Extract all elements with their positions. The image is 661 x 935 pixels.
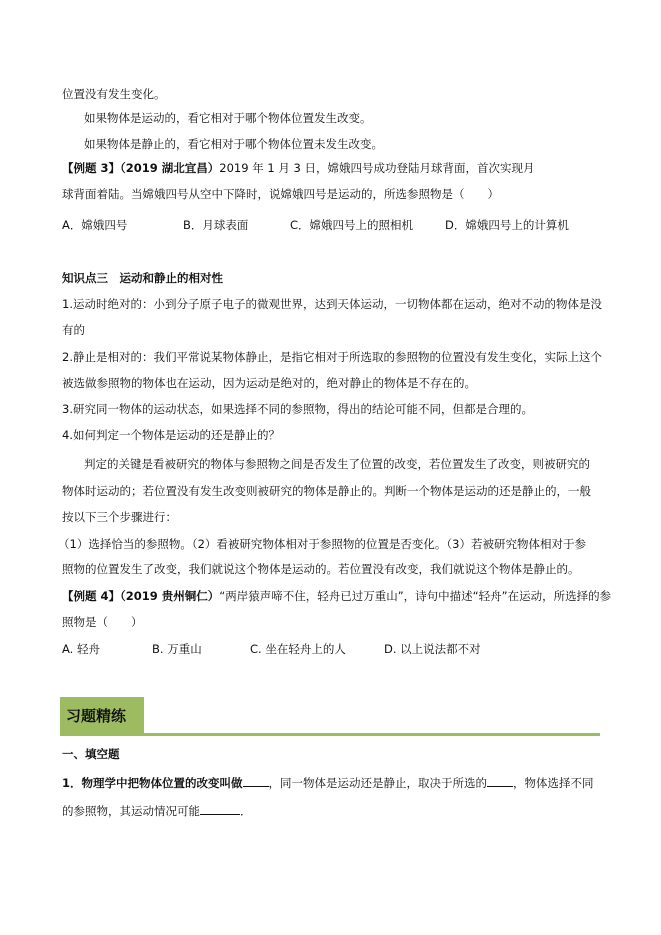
example-3-text-line2: 球背面着陆。当嫦娥四号从空中下降时，说嫦娥四号是运动的，所选参照物是（ ） [62, 187, 499, 201]
text-line: 如果物体是静止的，看它相对于哪个物体位置未发生改变。 [84, 137, 383, 151]
example-4-option-c: C. 坐在轻舟上的人 [250, 642, 346, 656]
question-1-line2 [62, 803, 252, 819]
example-3-option-a: A．嫦娥四号 [62, 218, 128, 232]
example-3-tag: 【例题 3】（2019 湖北宜昌） [62, 161, 220, 175]
question-1-line1 [62, 775, 594, 791]
paragraph-line: 3.研究同一物体的运动状态，如果选择不同的参照物，得出的结论可能不同，但都是合理的。 [62, 402, 533, 416]
paragraph-line: 按以下三个步骤进行： [62, 510, 177, 524]
text-line: 位置没有发生变化。 [62, 87, 166, 101]
paragraph-line: 1.运动时绝对的：小到分子原子电子的微观世界，达到天体运动，一切物体都在运动，绝对不动的物体是没 [62, 297, 602, 311]
paragraph-line: 4.如何判定一个物体是运动的还是静止的？ [62, 428, 280, 442]
paragraph-line: 2.静止是相对的：我们平常说某物体静止，是指它相对于所选取的参照物的位置没有发生变化，实际上这个 [62, 350, 602, 364]
example-4-text-line2: 照物是（ ） [62, 615, 143, 629]
section-heading: 一、填空题 [62, 747, 120, 761]
text-line: 如果物体是运动的，看它相对于哪个物体位置发生改变。 [84, 111, 372, 125]
question-1-text: ． [240, 804, 252, 818]
question-1-text: 1．物理学中把物体位置的改变叫做 [62, 776, 243, 790]
paragraph-line: 被选做参照物的物体也在运动，因为运动是绝对的，绝对静止的物体是不存在的。 [62, 376, 476, 390]
example-4-option-a: A. 轻舟 [62, 642, 100, 656]
exercise-banner [60, 697, 144, 733]
exercise-banner-label: 习题精练 [66, 706, 127, 725]
question-1-text: 的参照物，其运动情况可能 [62, 804, 200, 818]
example-4-text: “两岸猿声啼不住，轻舟已过万重山”，诗句中描述“轻舟”在运动，所选择的参 [219, 589, 612, 603]
example-4-option-b: B. 万重山 [152, 642, 202, 656]
example-3-text: 2019 年 1 月 3 日，嫦娥四号成功登陆月球背面，首次实现月 [219, 161, 535, 175]
banner-divider [60, 733, 600, 736]
paragraph-line: 照物的位置发生了改变，我们就说这个物体是运动的。若位置没有改变，我们就说这个物体是静止的。 [62, 562, 580, 576]
paragraph-line: 物体时运动的；若位置没有发生改变则被研究的物体是静止的。判断一个物体是运动的还是静止的，一般 [62, 484, 591, 498]
example-3-option-b: B．月球表面 [183, 218, 249, 232]
example-3-question [62, 160, 534, 176]
answer-blank [243, 775, 269, 787]
example-3-option-c: C．嫦娥四号上的照相机 [290, 218, 414, 232]
answer-blank [200, 803, 240, 815]
example-3-option-d: D．嫦娥四号上的计算机 [445, 218, 569, 232]
question-1-text: ，物体选择不同 [513, 776, 594, 790]
example-4-tag: 【例题 4】（2019 贵州铜仁） [62, 589, 220, 603]
knowledge-heading: 知识点三 运动和静止的相对性 [62, 271, 223, 285]
example-4-question [62, 588, 611, 604]
paragraph-line: 有的 [62, 323, 85, 337]
paragraph-line: （1）选择恰当的参照物。（2）看被研究物体相对于参照物的位置是否变化。（3）若被研究物体相对于参 [58, 537, 586, 551]
answer-blank [487, 775, 513, 787]
example-4-option-d: D. 以上说法都不对 [384, 642, 481, 656]
question-1-text: ，同一物体是运动还是静止，取决于所选的 [268, 776, 487, 790]
paragraph-line: 判定的关键是看被研究的物体与参照物之间是否发生了位置的改变，若位置发生了改变，则被研究的 [84, 457, 590, 471]
